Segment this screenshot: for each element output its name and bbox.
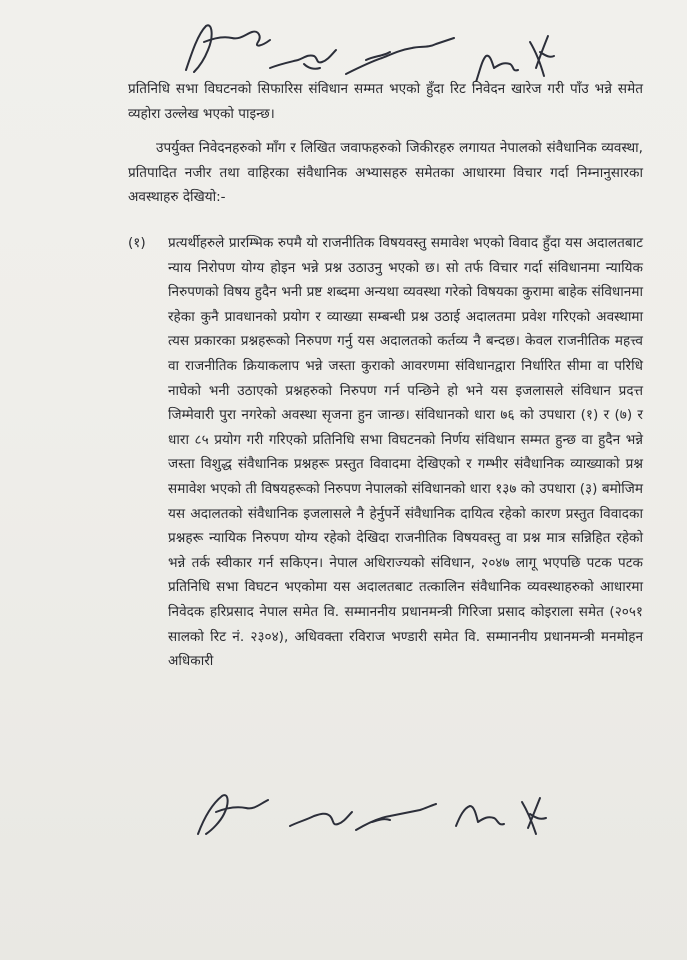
paragraph-intro: प्रतिनिधि सभा विघटनको सिफारिस संविधान सम्मत भएको हुँदा रिट निवेदन खारेज गरी पाँउ भन्ने समेत व्यहोरा उल्लेख भएको पाइन्छ। <box>128 81 643 122</box>
signatures-top <box>0 12 687 82</box>
signature-2 <box>270 50 336 69</box>
numbered-item-text: प्रत्यर्थीहरुले प्रारम्भिक रुपमै यो राजनीतिक विषयवस्तु समावेश भएको विवाद हुँदा यस अदालतबाट न्याय निरोपण योग्य होइन भन्ने प्रश्न उठाउनु भएको छ। सो तर्फ विचार गर्दा संविधानमा न्यायिक निरुपणको विषय हुदैन भनी प्रष्ट शब्दमा अन्यथा व्यवस्था गरेको विषयका कुरामा बाहेक संविधानमा रहेका कुनै प्रावधानको प्रयोग र व्याख्या सम्बन्धी प्रश्न उठाई अदालतमा प्रवेश गरिएको अवस्थामा त्यस प्रकारका प्रश्नहरूको निरुपण गर्नु यस अदालतको कर्तव्य नै बन्दछ। केवल राजनीतिक महत्त्व वा राजनीतिक क्रियाकलाप भन्ने जस्ता कुराको आवरणमा संविधानद्वारा निर्धारित सीमा वा परिधि नाघेको भनी उठाएको प्रश्नहरुको निरुपण गर्न पन्छिने हो भने यस इजलासले संविधान प्रदत्त जिम्मेवारी पुरा नगरेको अवस्था सृजना हुन जान्छ। संविधानको धारा ७६ को उपधारा (१) र (७) र धारा ८५ प्रयोग गरी गरिएको प्रतिनिधि सभा विघटनको निर्णय संविधान सम्मत हुन्छ वा हुदैन भन्ने जस्ता विशुद्ध संवैधानिक प्रश्नहरू प्रस्तुत विवादमा देखिएको र गम्भीर संवैधानिक व्याख्याको प्रश्न समावेश भएको ती विषयहरूको निरुपण नेपालको संविधानको धारा १३७ को उपधारा (३) बमोजिम यस अदालतको संवैधानिक इजलासले नै हेर्नुपर्ने संवैधानिक दायित्व रहेको कारण प्रस्तुत विवादका प्रश्नहरू न्यायिक निरुपण योग्य रहेको देखिदा राजनीतिक विषयवस्तु वा प्रश्न मात्र सन्निहित रहेको भन्ने तर्क स्वीकार गर्न सकिएन। नेपाल अधिराज्यको संविधान, २०४७ लागू भएपछि पटक पटक प्रतिनिधि सभा विघटन भएकोमा यस अदालतबाट तत्कालिन संवैधानिक व्यवस्थाहरुको आधारमा निवेदक हरिप्रसाद नेपाल समेत वि. सम्माननीय प्रधानमन्त्री गिरिजा प्रसाद कोइराला समेत (२०५१ सालको रिट नं. २३०४), अधिवक्ता रविराज भण्डारी समेत वि. सम्माननीय प्रधानमन्त्री मनमोहन अधिकारी <box>168 235 643 670</box>
signature-5 <box>530 36 554 76</box>
signature-bottom-2 <box>290 812 352 826</box>
numbered-item-number: (१) <box>128 235 146 251</box>
signature-1 <box>186 25 270 72</box>
signature-bottom-4 <box>456 806 504 826</box>
signature-3 <box>346 38 454 74</box>
signature-bottom-3 <box>356 804 436 830</box>
paragraph-summary: उपर्युक्त निवेदनहरुको माँग र लिखित जवाफहरुको जिकीरहरु लगायत नेपालको संवैधानिक व्यवस्था, प्रतिपादित नजीर तथा वाहिरका संवैधानिक अभ्यासहरु समेतका आधारमा विचार गर्दा निम्नानुसारका अवस्थाहरु देखियो:- <box>128 140 643 206</box>
signature-bottom-1 <box>198 795 268 834</box>
signatures-bottom <box>0 786 687 846</box>
signature-bottom-5 <box>522 798 546 834</box>
